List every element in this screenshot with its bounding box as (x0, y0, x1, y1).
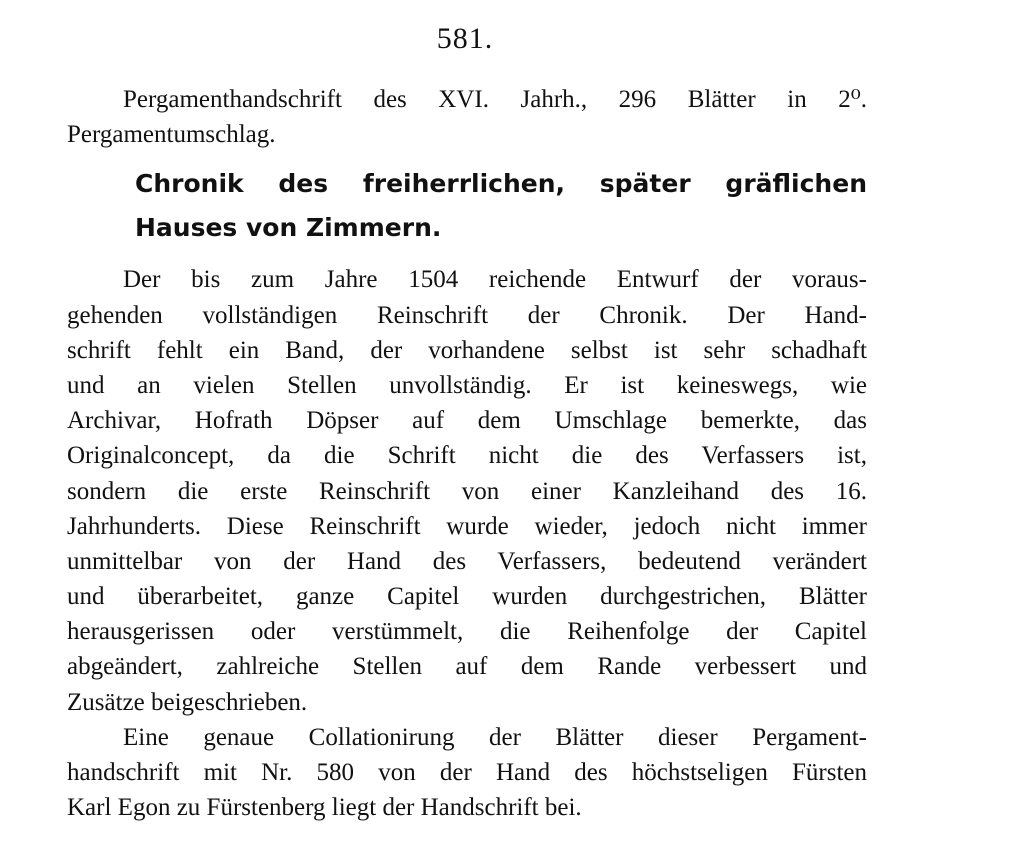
paragraph1-line-1: Der bis zum Jahre 1504 reichende Entwurf der voraus- (123, 266, 867, 294)
intro-line-1: Pergamenthandschrift des XVI. Jahrh., 296 Blätter in 2⁰. (123, 86, 867, 113)
paragraph1-line-5: Archivar, Hofrath Döpser auf dem Umschlage bemerkte, das (67, 407, 867, 435)
paragraph1-line-8: Jahrhunderts. Diese Reinschrift wurde wieder, jedoch nicht immer (67, 512, 867, 540)
paragraph1-line-3: schrift fehlt ein Band, der vorhandene selbst ist sehr schadhaft (67, 336, 867, 364)
description-paragraph-1 (67, 262, 867, 719)
page-number: 581. (436, 22, 494, 55)
document-title (67, 162, 867, 250)
paragraph1-line-10: und überarbeitet, ganze Capitel wurden durchgestrichen, Blätter (67, 583, 867, 611)
paragraph2-line-3: Karl Egon zu Fürstenberg liegt der Handschrift bei. (67, 794, 582, 822)
paragraph1-line-2: gehenden vollständigen Reinschrift der Chronik. Der Hand- (67, 301, 867, 329)
paragraph1-line-4: und an vielen Stellen unvollständig. Er ist keineswegs, wie (67, 371, 867, 399)
paragraph1-line-11: herausgerissen oder verstümmelt, die Reihenfolge der Capitel (67, 618, 867, 646)
paragraph1-line-6: Originalconcept, da die Schrift nicht die des Verfassers ist, (67, 442, 867, 470)
paragraph1-line-12: abgeändert, zahlreiche Stellen auf dem Rande verbessert und (67, 653, 867, 681)
paragraph2-line-1: Eine genaue Collationirung der Blätter dieser Pergament- (123, 723, 867, 751)
paragraph2-line-2: handschrift mit Nr. 580 von der Hand des höchstseligen Fürsten (67, 759, 867, 786)
paragraph1-line-7: sondern die erste Reinschrift von einer Kanzleihand des 16. (67, 477, 867, 505)
title-line-2: Hauses von Zimmern. (135, 213, 442, 243)
intro-paragraph (67, 82, 867, 152)
title-line-1: Chronik des freiherrlichen, später gräflichen (135, 169, 867, 199)
intro-line-2: Pergamentumschlag. (67, 121, 276, 149)
paragraph1-line-13: Zusätze beigeschrieben. (67, 688, 308, 716)
description-paragraph-2 (67, 720, 867, 826)
document-body (67, 82, 867, 825)
paragraph1-line-9: unmittelbar von der Hand des Verfassers, bedeutend verändert (67, 547, 867, 575)
